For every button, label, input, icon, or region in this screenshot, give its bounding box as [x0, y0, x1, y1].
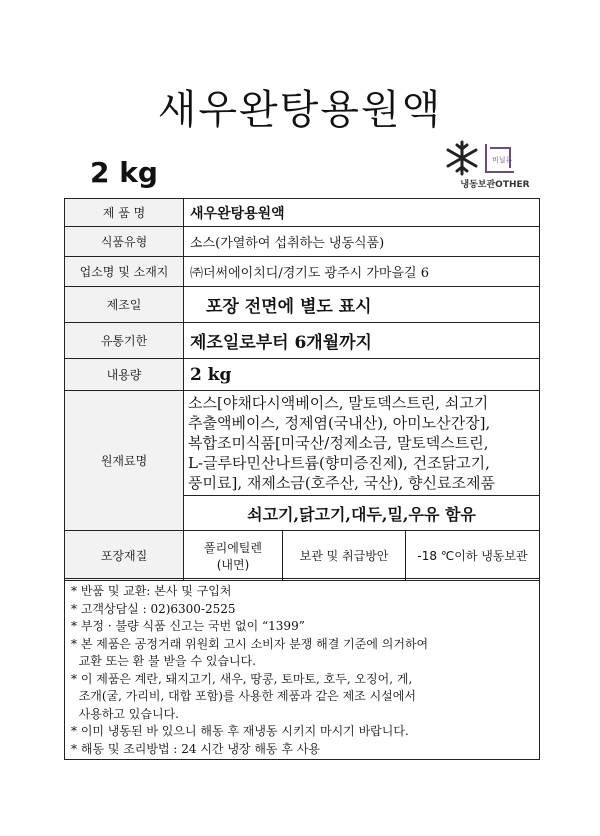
product-name-value: 새우완탕용원액: [184, 199, 540, 227]
logo-caption: 냉동보관OTHER: [460, 180, 530, 190]
product-title: 새우완탕용원액: [157, 87, 443, 133]
row-food-type: [65, 227, 540, 257]
packaging-value: [184, 531, 283, 581]
ingredients-line: L-글루타민산나트륨(향미증진제), 건조닭고기,: [188, 454, 490, 472]
note-line: 교환 또는 환 불 받을 수 있습니다.: [71, 654, 257, 668]
note-line: * 이 제품은 계란, 돼지고기, 새우, 땅콩, 토마토, 호두, 오징어, 게,: [71, 671, 413, 686]
row-expiry: [65, 323, 540, 359]
row-net-quantity: [65, 359, 540, 391]
row-manufacture-date: [65, 287, 540, 323]
food-type-value: 소스(가열하여 섭취하는 냉동식품): [184, 227, 540, 257]
note-line: * 고객상담실 : 02)6300-2525: [71, 601, 236, 616]
row-ingredients: [65, 391, 540, 496]
note-line: * 반품 및 교환: 본사 및 구입처: [71, 584, 232, 598]
manufacturer-label: 업소명 및 소재지: [65, 257, 184, 287]
storage-value: -18 ℃이하 냉동보관: [406, 531, 540, 581]
snowflake-icon: [448, 142, 476, 174]
packaging-line: (내면): [216, 557, 250, 572]
product-label-table: [64, 198, 540, 581]
note-line: * 해동 및 조리방법 : 24 시간 냉장 해동 후 사용: [71, 741, 320, 756]
note-line: * 이미 냉동된 바 있으니 해동 후 재냉동 시키지 마시기 바랍니다.: [71, 724, 409, 738]
expiry-value: 제조일로부터 6개월까지: [184, 323, 540, 359]
row-manufacturer: [65, 257, 540, 287]
expiry-label: 유통기한: [65, 323, 184, 359]
ingredients-line: 소스[야채다시액베이스, 말토덱스트린, 쇠고기: [188, 394, 489, 412]
ingredients-value: [184, 391, 540, 496]
manufacture-date-label: 제조일: [65, 287, 184, 323]
recycle-label: 비닐류: [492, 156, 513, 164]
note-line: * 부정 · 불량 식품 신고는 국번 없이 “1399”: [71, 619, 305, 633]
ingredients-line: 풍미료], 재제소금(호주산, 국산), 향신료조제품: [188, 474, 495, 492]
manufacture-date-value: 포장 전면에 별도 표시: [184, 287, 540, 323]
product-name-label: 제 품 명: [65, 199, 184, 227]
ingredients-line: 추출액베이스, 정제염(국내산), 아미노산간장],: [188, 414, 491, 432]
packaging-line: 폴리에틸렌: [204, 540, 262, 555]
storage-label: 보관 및 취급방안: [283, 531, 406, 581]
note-line: * 본 제품은 공정거래 위원회 고시 소비자 분쟁 해결 기준에 의거하여: [71, 636, 429, 651]
row-product-name: [65, 199, 540, 227]
notes-box: [64, 578, 540, 760]
allergen-value: 쇠고기,닭고기,대두,밀,우유 함유: [184, 496, 540, 531]
note-line: 사용하고 있습니다.: [71, 706, 179, 721]
ingredients-line: 복합조미식품[미국산/정제소금, 말토덱스트린,: [188, 434, 489, 452]
packaging-label: 포장재질: [65, 531, 184, 581]
ingredients-label: 원재료명: [65, 391, 184, 531]
net-quantity-value: 2 kg: [184, 359, 540, 391]
food-type-label: 식품유형: [65, 227, 184, 257]
row-packaging: [65, 531, 540, 581]
manufacturer-value: ㈜더써에이치디/경기도 광주시 가마을길 6: [184, 257, 540, 287]
net-quantity-label: 내용량: [65, 359, 184, 391]
net-weight: 2 kg: [90, 156, 158, 189]
note-line: 조개(굴, 가리비, 대합 포함)를 사용한 제품과 같은 제조 시설에서: [71, 689, 416, 703]
